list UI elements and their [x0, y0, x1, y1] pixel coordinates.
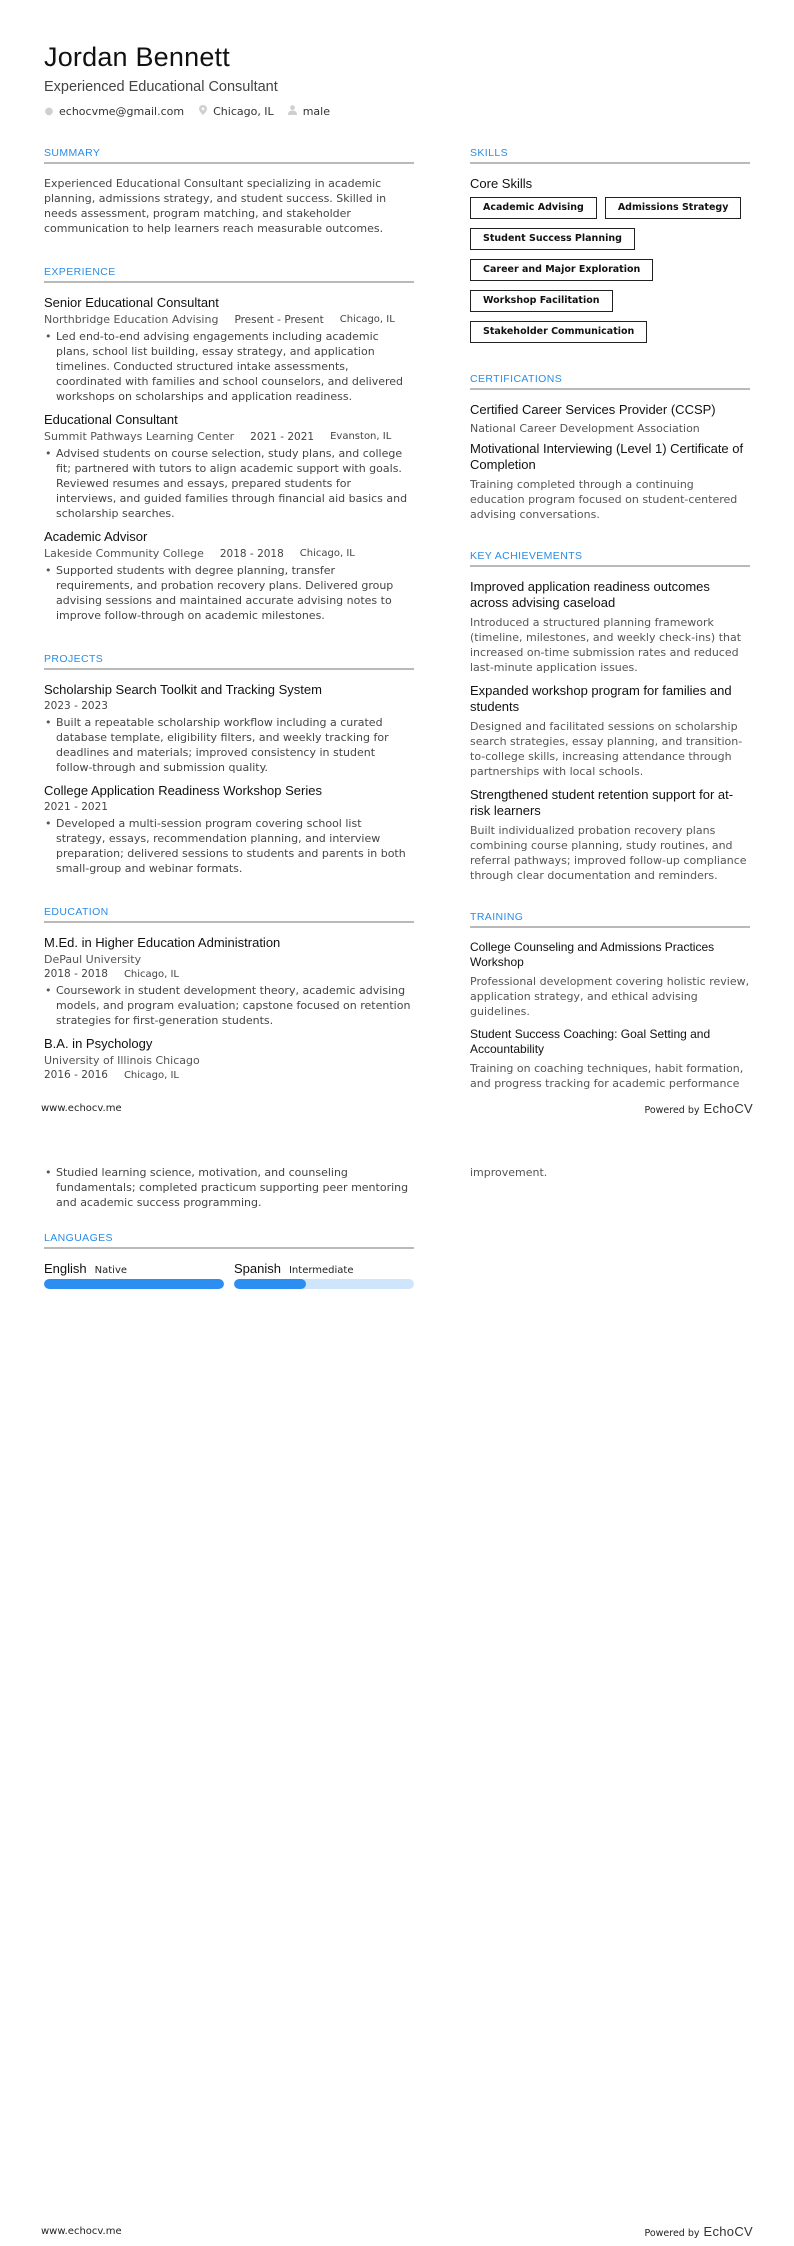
language-item [234, 1261, 414, 1289]
degree-name: M.Ed. in Higher Education Administration [44, 935, 281, 950]
company-name: Lakeside Community College [44, 547, 204, 560]
skill-tag: Stakeholder Communication [470, 321, 647, 343]
degree-name: B.A. in Psychology [44, 1036, 153, 1051]
powered-by-text: Powered by [644, 1105, 700, 1116]
job-title: Senior Educational Consultant [44, 295, 219, 310]
resume-page-2 [0, 1123, 794, 2246]
project-bullets [44, 715, 414, 775]
summary-heading: SUMMARY [44, 147, 414, 164]
footer-site-link[interactable]: www.echocv.me [41, 1103, 122, 1114]
projects-section [44, 653, 414, 876]
experience-entry [44, 529, 414, 623]
resume-header [44, 42, 744, 118]
skills-heading: SKILLS [470, 147, 750, 164]
training-heading: TRAINING [470, 911, 750, 928]
education-entry [44, 935, 414, 1028]
summary-text: Experienced Educational Consultant specializing in academic planning, admissions strategy, and student success. Skilled in needs assessment, program matching, and stakeholder communication to help learners reach measurable outcomes. [44, 177, 387, 235]
education-bullet: • Studied learning science, motivation, and counseling fundamentals; completed practicum supporting peer mentoring and academic success programming. [56, 1165, 414, 1210]
job-bullet: • Supported students with degree planning, transfer requirements, and probation recovery plans. Delivered group advising sessions and maintained accurate advising notes to improve follow-through on academic milestones. [56, 563, 414, 623]
language-level: Intermediate [288, 1265, 354, 1276]
experience-section [44, 266, 414, 623]
project-bullets [44, 816, 414, 876]
education-bullets [44, 983, 414, 1028]
job-meta [44, 430, 414, 443]
left-column [44, 147, 414, 1103]
brand-logo: EchoCV [703, 1101, 753, 1116]
job-dates: 2021 - 2021 [250, 430, 315, 443]
project-entry [44, 682, 414, 775]
language-header [234, 1261, 414, 1276]
language-name: English [44, 1261, 87, 1276]
company-name: Summit Pathways Learning Center [44, 430, 235, 443]
training-title: Student Success Coaching: Goal Setting and Accountability [470, 1027, 711, 1056]
job-bullets [44, 329, 414, 404]
job-bullet: • Advised students on course selection, study plans, and college fit; partnered with tutors to align academic support with goals. Reviewed resumes and essays, prepared students for interviews, and guided families through financial aid basics and scholarship searches. [56, 446, 414, 521]
education-bullets-continued [44, 1165, 414, 1210]
candidate-headline: Experienced Educational Consultant [44, 79, 278, 95]
language-proficiency-fill [44, 1279, 224, 1289]
job-bullet: • Led end-to-end advising engagements including academic plans, school list building, essay strategy, and application timelines. Conducted structured intake assessments, coordinated with families and school counselors, and delivered workshops on scholarships and application readiness. [56, 329, 414, 404]
education-section [44, 906, 414, 1081]
language-header [44, 1261, 224, 1276]
training-title: College Counseling and Admissions Practices Workshop [470, 940, 715, 969]
skill-tag: Workshop Facilitation [470, 290, 613, 312]
training-desc-continued: improvement. [470, 1166, 548, 1179]
page-footer [41, 2224, 753, 2239]
certifications-heading: CERTIFICATIONS [470, 373, 750, 390]
location-text: Chicago, IL [213, 105, 274, 118]
brand-logo: EchoCV [703, 2224, 753, 2239]
language-proficiency-fill [234, 1279, 306, 1289]
education-dates: 2018 - 2018 [44, 968, 108, 980]
job-title: Academic Advisor [44, 529, 148, 544]
projects-heading: PROJECTS [44, 653, 414, 670]
education-meta [44, 1069, 414, 1081]
training-desc: Training on coaching techniques, habit formation, and progress tracking for academic performance [470, 1062, 744, 1090]
language-level: Native [94, 1265, 128, 1276]
education-bullet: • Coursework in student development theory, academic advising models, and program evaluation; capstone focused on retention strategies for first-generation students. [56, 983, 414, 1028]
page-footer [41, 1101, 753, 1116]
candidate-name: Jordan Bennett [44, 42, 230, 72]
school-name-row [44, 953, 414, 966]
powered-by-text: Powered by [644, 2228, 700, 2239]
school-name-row [44, 1054, 414, 1067]
contact-email[interactable] [44, 105, 184, 118]
right-column-continued [470, 1165, 750, 1188]
job-bullets [44, 446, 414, 521]
job-location: Evanston, IL [330, 431, 392, 442]
training-desc: Professional development covering holistic review, application strategy, and ethical advising guidelines. [470, 975, 750, 1018]
location-pin-icon [198, 105, 208, 118]
job-meta [44, 547, 414, 560]
language-item [44, 1261, 224, 1289]
job-location: Chicago, IL [339, 314, 395, 325]
contact-location [198, 105, 274, 118]
certification-detail: Training completed through a continuing education program focused on student-centered advising conversations. [470, 478, 738, 521]
achievement-title: Expanded workshop program for families and students [470, 683, 732, 714]
achievement-title: Improved application readiness outcomes across advising caseload [470, 579, 710, 610]
project-bullet: • Built a repeatable scholarship workflow including a curated database template, eligibility filters, and weekly tracking for deadlines and materials; improved consistency in student follow-through and submission quality. [56, 715, 414, 775]
language-list [44, 1261, 414, 1289]
gender-text: male [302, 105, 330, 118]
project-dates: 2021 - 2021 [44, 801, 108, 813]
skills-group-title: Core Skills [470, 176, 533, 191]
education-dates: 2016 - 2016 [44, 1069, 108, 1081]
project-name: Scholarship Search Toolkit and Tracking System [44, 682, 322, 697]
footer-site-link[interactable]: www.echocv.me [41, 2226, 122, 2237]
email-text: echocvme@gmail.com [59, 105, 185, 118]
education-location: Chicago, IL [123, 968, 180, 980]
job-location: Chicago, IL [299, 548, 355, 559]
project-bullet: • Developed a multi-session program covering school list strategy, essays, recommendation planning, and interview preparation; delivered sessions to students and parents in both small-group and webinar formats. [56, 816, 414, 876]
training-section [470, 911, 750, 1091]
achievements-section [470, 550, 750, 883]
project-name: College Application Readiness Workshop Series [44, 783, 322, 798]
school-name: University of Illinois Chicago [44, 1054, 200, 1067]
school-name: DePaul University [44, 953, 142, 966]
certification-name: Certified Career Services Provider (CCSP) [470, 402, 716, 417]
achievements-heading: KEY ACHIEVEMENTS [470, 550, 750, 567]
skill-tag: Student Success Planning [470, 228, 635, 250]
achievement-title: Strengthened student retention support for at-risk learners [470, 787, 734, 818]
job-dates: 2018 - 2018 [219, 547, 284, 560]
powered-by [644, 2224, 753, 2239]
languages-heading: LANGUAGES [44, 1232, 414, 1249]
achievement-desc: Designed and facilitated sessions on scholarship search strategies, essay planning, and transition-to-college skills, increasing attendance through partnerships with local schools. [470, 720, 743, 778]
certifications-section [470, 373, 750, 522]
left-column-continued [44, 1165, 414, 1311]
contact-gender [288, 105, 330, 118]
language-proficiency-bar [44, 1279, 224, 1289]
experience-heading: EXPERIENCE [44, 266, 414, 283]
project-dates: 2023 - 2023 [44, 700, 108, 712]
experience-entry [44, 412, 414, 521]
language-name: Spanish [234, 1261, 281, 1276]
skills-section [470, 147, 750, 343]
company-name: Northbridge Education Advising [44, 313, 219, 326]
achievement-desc: Built individualized probation recovery plans combining course planning, study routines, and referral pathways; improved follow-up compliance through clear documentation and reminders. [470, 824, 747, 882]
contact-row [44, 105, 744, 118]
achievement-desc: Introduced a structured planning framework (timeline, milestones, and weekly check-ins) that increased on-time submission rates and reduced last-minute application issues. [470, 616, 742, 674]
skill-tag: Admissions Strategy [605, 197, 742, 219]
right-column [470, 147, 750, 1113]
job-meta [44, 313, 414, 326]
education-meta [44, 968, 414, 980]
project-entry [44, 783, 414, 876]
skill-tag: Academic Advising [470, 197, 597, 219]
summary-section [44, 147, 414, 236]
education-entry [44, 1036, 414, 1081]
person-icon [288, 105, 298, 118]
education-heading: EDUCATION [44, 906, 414, 923]
languages-section [44, 1232, 414, 1289]
powered-by [644, 1101, 753, 1116]
email-icon: ● [44, 106, 54, 117]
skill-tags [470, 197, 750, 343]
skill-tag: Career and Major Exploration [470, 259, 653, 281]
job-dates: Present - Present [234, 313, 324, 326]
language-proficiency-bar [234, 1279, 414, 1289]
job-bullets [44, 563, 414, 623]
education-location: Chicago, IL [123, 1069, 180, 1081]
certification-name: Motivational Interviewing (Level 1) Certificate of Completion [470, 441, 744, 472]
certification-issuer: National Career Development Association [470, 422, 700, 435]
experience-entry [44, 295, 414, 404]
job-title: Educational Consultant [44, 412, 178, 427]
